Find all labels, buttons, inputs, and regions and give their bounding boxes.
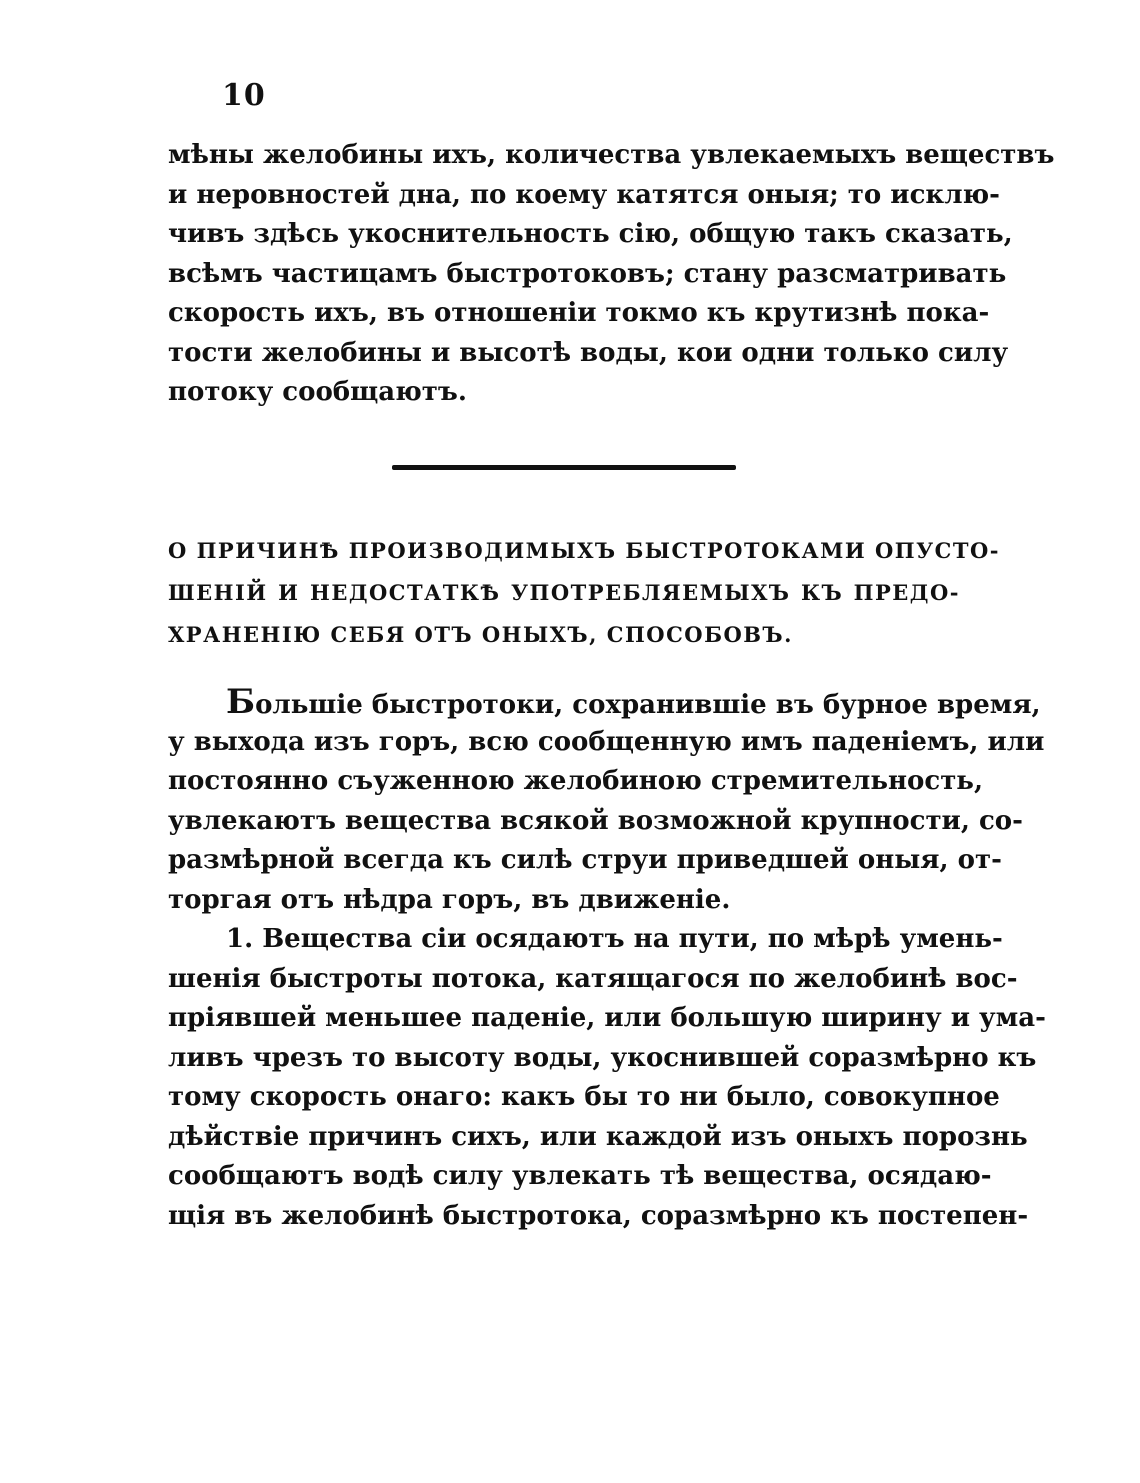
text-line: шенія быстроты потока, катящагося по желобинѣ вос- [168,963,1018,994]
section-divider [392,465,736,470]
paragraph-first-line [168,682,1041,723]
text-line: ливъ чрезъ то высоту воды, укоснившей соразмѣрно къ [168,1042,1037,1073]
text-line: у выхода изъ горъ, всю сообщенную имъ паденіемъ, или [168,726,1045,757]
text-line: скорость ихъ, въ отношеніи токмо къ крутизнѣ пока- [168,298,990,328]
text-line: постоянно съуженною желобиною стремительность, [168,766,984,796]
text-line: всѣмъ частицамъ быстротоковъ; стану разсматривать [168,258,1007,289]
body-text [168,682,1046,1236]
first-line-text: ольшіе быстротоки, сохранившіе въ бурное время, [255,690,1041,720]
intro-paragraph [168,136,1055,413]
text-line: и неровностей дна, по коему катятся оныя; то исклю- [168,179,1000,210]
dropcap: Б [226,682,256,722]
text-line: потоку сообщаютъ. [168,377,467,407]
text-line: увлекаютъ вещества всякой возможной крупности, со- [168,805,1023,836]
paragraph-first-line: 1. Вещества сіи осядаютъ на пути, по мѣрѣ умень- [226,924,1003,954]
text-line: мѣны желобины ихъ, количества увлекаемыхъ веществъ [168,140,1055,170]
section-heading [168,530,1000,656]
text-line: щія въ желобинѣ быстротока, соразмѣрно къ постепен- [168,1200,1029,1231]
text-line: торгая отъ нѣдра горъ, въ движеніе. [168,884,731,915]
page-number: 10 [222,78,266,113]
text-line: размѣрной всегда къ силѣ струи приведшей оныя, от- [168,845,1002,875]
text-line: тости желобины и высотѣ воды, кои одни только силу [168,337,1009,368]
text-line: тому скорость онаго: какъ бы то ни было, совокупное [168,1082,1000,1112]
heading-line: ШЕНІЙ И НЕДОСТАТКѢ УПОТРЕБЛЯЕМЫХЪ КЪ ПРЕДО- [168,580,960,605]
text-line: чивъ здѣсь укоснительность сію, общую такъ сказать, [168,219,1013,249]
text-line: сообщаютъ водѣ силу увлекать тѣ вещества, осядаю- [168,1161,992,1191]
heading-line: О ПРИЧИНѢ ПРОИЗВОДИМЫХЪ БЫСТРОТОКАМИ ОПУСТО- [168,538,1000,563]
heading-line: ХРАНЕНІЮ СЕБЯ ОТЪ ОНЫХЪ, СПОСОБОВЪ. [168,622,793,647]
text-line: дѣйствіе причинъ сихъ, или каждой изъ оныхъ порознь [168,1121,1028,1152]
text-line: пріявшей меньшее паденіе, или большую ширину и ума- [168,1003,1046,1033]
